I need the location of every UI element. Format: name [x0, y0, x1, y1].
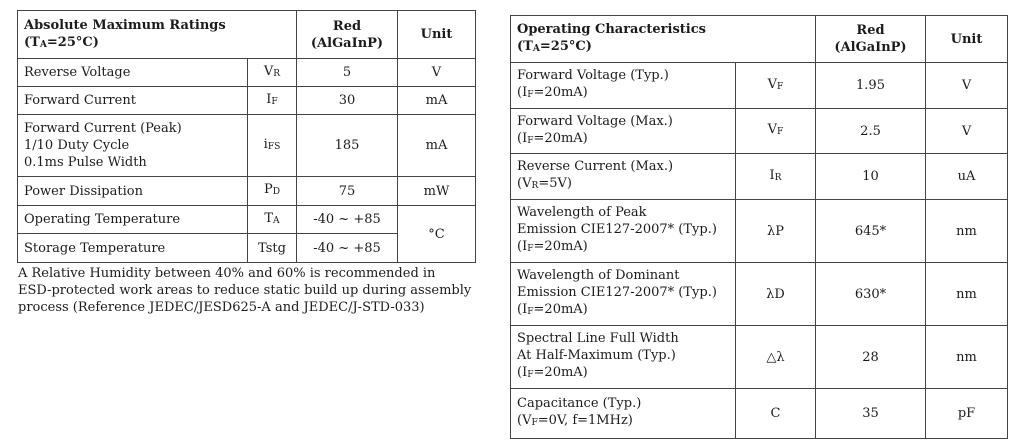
table-header-row [18, 11, 476, 59]
parameter-cell [18, 115, 248, 177]
parameter-name: Forward Current [24, 93, 136, 108]
condition-suffix: =20mA) [533, 365, 588, 380]
condition-suffix: =20mA) [533, 239, 588, 254]
condition-suffix: =25°C) [46, 34, 99, 50]
parameter-cell [18, 177, 248, 206]
ambient-condition [517, 38, 809, 57]
symbol-subscript: R [273, 68, 281, 79]
symbol: λP [767, 223, 784, 239]
condition-prefix: (V [517, 176, 532, 191]
ambient-condition [24, 34, 290, 53]
condition-subscript: F [531, 418, 538, 428]
parameter-cell [511, 63, 736, 109]
symbol: T [264, 210, 274, 226]
operating-characteristics-table [510, 15, 1008, 439]
test-condition [517, 238, 729, 258]
table-row [18, 87, 476, 115]
unit-cell: nm [926, 263, 1008, 326]
parameter-cell [511, 200, 736, 263]
symbol-subscript: FS [267, 141, 281, 152]
parameter-name: Reverse Voltage [24, 65, 131, 80]
condition-subscript: F [527, 90, 534, 100]
parameter-name: Capacitance (Typ.) [517, 396, 642, 411]
unit-cell: pF [926, 389, 1008, 439]
condition-subscript: R [531, 181, 539, 191]
table-title-cell [18, 11, 297, 59]
parameter-cell [511, 154, 736, 200]
unit-cell: mA [398, 87, 476, 115]
condition-prefix: (I [517, 85, 528, 100]
parameter-name: Reverse Current (Max.) [517, 159, 674, 174]
unit-label: Unit [950, 31, 983, 47]
condition-prefix: (T [517, 39, 533, 54]
test-condition [517, 412, 729, 432]
condition-subscript: F [527, 370, 534, 380]
symbol: λD [766, 286, 785, 302]
symbol-cell [736, 263, 816, 326]
value-cell: 1.95 [816, 63, 926, 109]
condition-suffix: =5V) [538, 176, 572, 191]
condition-subscript: A [39, 38, 47, 50]
table-title: Absolute Maximum Ratings [24, 17, 226, 33]
symbol-cell [736, 389, 816, 439]
unit-column-header [398, 11, 476, 59]
note-line: ESD-protected work areas to reduce static build up during assembly [18, 283, 472, 298]
humidity-note [18, 265, 471, 316]
parameter-cell [511, 389, 736, 439]
unit-cell: uA [926, 154, 1008, 200]
condition-prefix: (T [24, 34, 40, 50]
symbol-cell [736, 109, 816, 154]
symbol: C [770, 406, 781, 421]
symbol-subscript: D [272, 187, 281, 197]
symbol: I [769, 167, 775, 183]
table-row [511, 326, 1008, 389]
parameter-cell [511, 326, 736, 389]
condition-prefix: (I [517, 302, 528, 317]
parameter-detail: 1/10 Duty Cycle [24, 138, 130, 153]
table-row [18, 115, 476, 177]
symbol: △λ [766, 349, 785, 365]
unit-cell: V [926, 63, 1008, 109]
value-cell: 5 [297, 59, 398, 87]
parameter-cell [511, 263, 736, 326]
symbol: Tstg [258, 240, 286, 256]
symbol-cell [248, 206, 297, 234]
table-row [18, 177, 476, 206]
red-label: Red [856, 23, 885, 38]
symbol-cell [248, 59, 297, 87]
note-line: process (Reference JEDEC/JESD625-A and JEDEC/J-STD-033) [18, 300, 425, 315]
test-condition [517, 364, 729, 384]
symbol-subscript: F [271, 96, 278, 107]
unit-cell: nm [926, 200, 1008, 263]
temperature-unit-cell: °C [398, 206, 476, 263]
symbol: V [767, 122, 778, 137]
condition-prefix: (V [517, 413, 532, 428]
condition-subscript: F [527, 135, 534, 146]
symbol-cell [736, 326, 816, 389]
symbol: i [263, 136, 268, 152]
table-row [511, 263, 1008, 326]
value-cell: 645* [816, 200, 926, 263]
table-row [18, 59, 476, 87]
parameter-name: Power Dissipation [24, 183, 143, 199]
symbol: I [266, 91, 272, 107]
value-cell: 185 [297, 115, 398, 177]
symbol-cell [736, 63, 816, 109]
parameter-detail: 0.1ms Pulse Width [24, 155, 147, 170]
parameter-name: Forward Voltage (Max.) [517, 113, 673, 129]
table-row [511, 154, 1008, 200]
value-cell: 30 [297, 87, 398, 115]
symbol: V [767, 76, 778, 92]
parameter-name: At Half-Maximum (Typ.) [517, 348, 676, 363]
parameter-cell [18, 206, 248, 234]
parameter-cell [18, 59, 248, 87]
symbol-cell [736, 200, 816, 263]
symbol-cell [736, 154, 816, 200]
parameter-name: Forward Voltage (Typ.) [517, 68, 669, 83]
symbol: P [263, 182, 273, 197]
material-label: (AlGaInP) [834, 40, 907, 55]
condition-suffix: =0V, f=1MHz) [537, 413, 633, 428]
table-title-cell [511, 16, 816, 63]
symbol-subscript: F [777, 81, 784, 92]
red-column-header [816, 16, 926, 63]
parameter-name: Forward Current (Peak) [24, 121, 182, 136]
note-line: A Relative Humidity between 40% and 60% is recommended in [18, 266, 436, 281]
unit-cell: mW [398, 177, 476, 206]
absolute-max-ratings-table [17, 10, 476, 263]
parameter-name: Emission CIE127-2007* (Typ.) [517, 285, 717, 300]
test-condition [517, 130, 729, 150]
unit-cell: mA [398, 115, 476, 177]
symbol-subscript: F [777, 127, 784, 137]
material-label: (AlGaInP) [310, 35, 384, 51]
unit-cell: nm [926, 326, 1008, 389]
red-label: Red [332, 18, 362, 34]
condition-suffix: =20mA) [533, 302, 588, 317]
unit-label: Unit [420, 27, 453, 42]
test-condition [517, 84, 729, 104]
symbol-subscript: A [273, 215, 280, 226]
table-title: Operating Characteristics [517, 22, 706, 37]
symbol-cell [248, 87, 297, 115]
parameter-name: Emission CIE127-2007* (Typ.) [517, 222, 717, 237]
condition-prefix: (I [517, 130, 528, 146]
parameter-cell [18, 234, 248, 263]
value-cell: 630* [816, 263, 926, 326]
test-condition [517, 175, 729, 195]
condition-suffix: =25°C) [539, 39, 592, 54]
unit-cell: V [398, 59, 476, 87]
symbol: V [263, 63, 274, 79]
red-column-header [297, 11, 398, 59]
value-cell: 75 [297, 177, 398, 206]
condition-subscript: F [527, 244, 534, 254]
table-header-row [511, 16, 1008, 63]
parameter-name: Storage Temperature [24, 240, 166, 256]
table-row [511, 200, 1008, 263]
value-cell: 35 [816, 389, 926, 439]
unit-column-header [926, 16, 1008, 63]
condition-suffix: =20mA) [533, 130, 588, 146]
value-cell: 28 [816, 326, 926, 389]
value-cell: -40 ~ +85 [297, 234, 398, 263]
condition-suffix: =20mA) [533, 85, 588, 100]
symbol-cell [248, 115, 297, 177]
value-cell: 2.5 [816, 109, 926, 154]
parameter-name: Operating Temperature [24, 212, 181, 227]
symbol-subscript: R [774, 172, 782, 183]
parameter-name: Wavelength of Peak [517, 205, 647, 220]
table-row [511, 109, 1008, 154]
condition-prefix: (I [517, 365, 528, 380]
symbol-cell [248, 234, 297, 263]
table-row [511, 63, 1008, 109]
condition-subscript: F [527, 307, 534, 317]
parameter-name: Wavelength of Dominant [517, 268, 680, 283]
condition-prefix: (I [517, 239, 528, 254]
parameter-cell [511, 109, 736, 154]
parameter-name: Spectral Line Full Width [517, 331, 679, 346]
parameter-cell [18, 87, 248, 115]
condition-subscript: A [532, 43, 540, 54]
table-row [18, 206, 476, 234]
unit-cell: V [926, 109, 1008, 154]
symbol-cell [248, 177, 297, 206]
value-cell: 10 [816, 154, 926, 200]
test-condition [517, 301, 729, 321]
value-cell: -40 ~ +85 [297, 206, 398, 234]
table-row [511, 389, 1008, 439]
